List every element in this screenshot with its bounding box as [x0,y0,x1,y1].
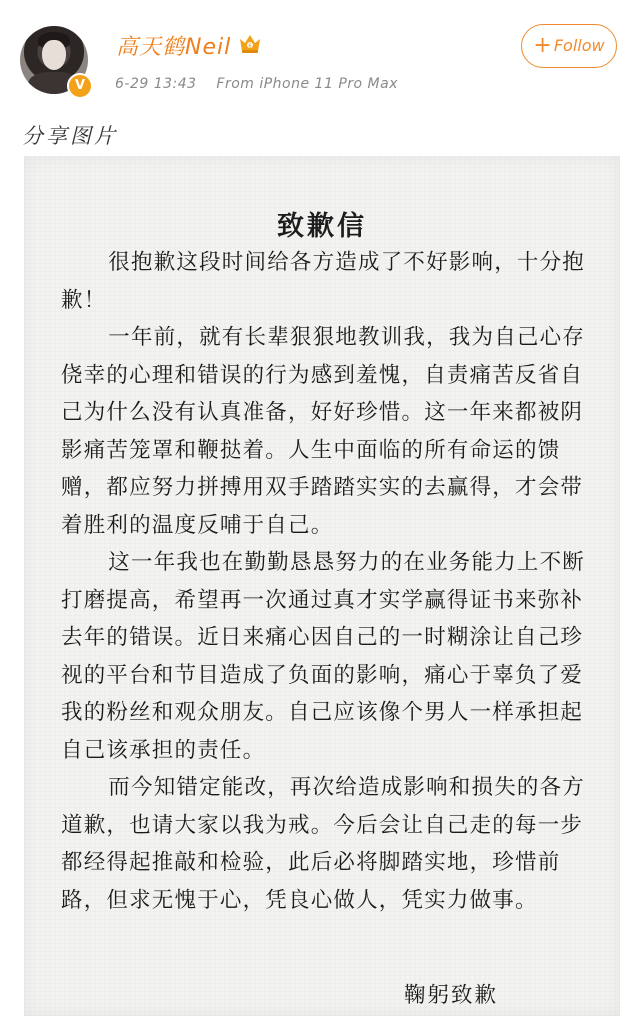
post-source: From iPhone 11 Pro Max [216,76,398,92]
crown-icon[interactable] [238,32,262,54]
svg-text:6: 6 [248,43,252,50]
letter-body [61,244,586,919]
letter-paragraph: 很抱歉这段时间给各方造成了不好影响，十分抱歉！ [61,250,585,313]
follow-label: Follow [553,36,605,55]
letter-paragraph: 这一年我也在勤勤恳恳努力的在业务能力上不断打磨提高，希望再一次通过真才实学赢得证书来弥补去年的错误。近日来痛心因自己的一时糊涂让自己珍视的平台和节目造成了负面的影响，痛心于辜负了爱我的粉丝和观众朋友。自己应该像个男人一样承担起自己该承担的责任。 [61,550,585,763]
post-text: 分享图片 [22,124,118,148]
letter-paragraph: 一年前，就有长辈狠狠地教训我，我为自己心存侥幸的心理和错误的行为感到羞愧，自责痛苦反省自己为什么没有认真准备，好好珍惜。这一年来都被阴影痛苦笼罩和鞭挞着。人生中面临的所有命运的馈赠，都应努力拼搏用双手踏踏实实的去赢得，才会带着胜利的温度反哺于自己。 [61,325,585,538]
post-timestamp: 6-29 13:43 [115,76,197,92]
post-header [0,0,640,148]
letter-paragraph: 而今知错定能改，再次给造成影响和损失的各方道歉，也请大家以我为戒。今后会让自己走的每一步都经得起推敲和检验，此后必将脚踏实地，珍惜前路，但求无愧于心，凭良心做人，凭实力做事。 [61,775,585,913]
username[interactable]: 高天鹤Neil [116,35,232,60]
letter-image[interactable] [24,156,620,1016]
avatar-face [42,40,66,70]
plus-icon: + [533,33,552,58]
post-meta [115,76,398,92]
letter-title: 致歉信 [277,211,367,242]
verified-icon: V [67,73,93,99]
follow-button[interactable] [521,24,617,68]
letter-signature: 鞠躬致歉 [403,983,498,1008]
